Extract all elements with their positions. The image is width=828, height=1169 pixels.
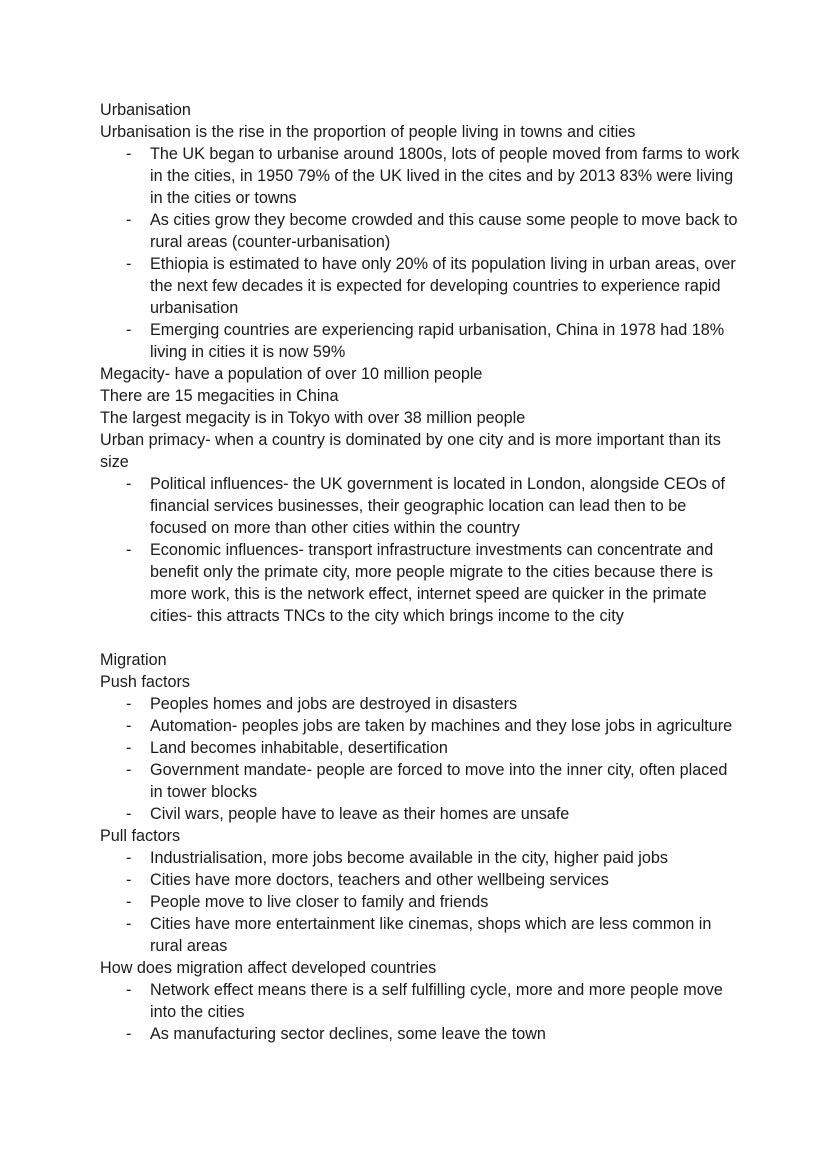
list-item — [100, 143, 740, 209]
list-item — [100, 913, 740, 957]
list-item-text: Cities have more doctors, teachers and other wellbeing services — [150, 871, 609, 889]
bullet-dash: - — [126, 761, 132, 779]
bullet-dash: - — [126, 695, 132, 713]
bullet-dash: - — [126, 849, 132, 867]
bullet-dash: - — [126, 805, 132, 823]
primacy-bullet-list — [100, 473, 740, 627]
bullet-dash: - — [126, 145, 132, 163]
bullet-dash: - — [126, 871, 132, 889]
list-item-text: As cities grow they become crowded and this cause some people to move back to rural areas (counter-urbanisation) — [150, 211, 738, 251]
list-item-text: Cities have more entertainment like cinemas, shops which are less common in rural areas — [150, 915, 712, 955]
list-item — [100, 891, 740, 913]
list-item-text: As manufacturing sector declines, some leave the town — [150, 1025, 546, 1043]
urbanisation-bullet-list — [100, 143, 740, 363]
push-factors-list — [100, 693, 740, 825]
list-item-text: People move to live closer to family and friends — [150, 893, 489, 911]
bullet-dash: - — [126, 255, 132, 273]
list-item — [100, 539, 740, 627]
list-item — [100, 847, 740, 869]
section-heading-urbanisation: Urbanisation — [100, 101, 191, 119]
bullet-dash: - — [126, 321, 132, 339]
list-item-text: Economic influences- transport infrastructure investments can concentrate and benefit only the primate city, more people migrate to the cities because there is more work, this is the network effect, internet speed are quicker in the primate cities- this attracts TNCs to the city which brings income to the city — [150, 541, 714, 625]
list-item — [100, 759, 740, 803]
list-item-text: Ethiopia is estimated to have only 20% of its population living in urban areas, over the next few decades it is expected for developing countries to experience rapid urbanisation — [150, 255, 736, 317]
megacity-largest: The largest megacity is in Tokyo with over 38 million people — [100, 409, 526, 427]
list-item-text: The UK began to urbanise around 1800s, lots of people moved from farms to work in the cities, in 1950 79% of the UK lived in the cites and by 2013 83% were living in the cities or towns — [150, 145, 740, 207]
list-item — [100, 473, 740, 539]
megacity-china: There are 15 megacities in China — [100, 387, 339, 405]
section-heading-migration: Migration — [100, 651, 167, 669]
megacity-definition: Megacity- have a population of over 10 million people — [100, 365, 483, 383]
list-item — [100, 209, 740, 253]
bullet-dash: - — [126, 211, 132, 229]
list-item — [100, 979, 740, 1023]
bullet-dash: - — [126, 1025, 132, 1043]
urban-primacy-definition: Urban primacy- when a country is dominated by one city and is more important than its size — [100, 431, 721, 471]
bullet-dash: - — [126, 717, 132, 735]
bullet-dash: - — [126, 893, 132, 911]
pull-factors-list — [100, 847, 740, 957]
document-page — [100, 99, 740, 1045]
list-item — [100, 1023, 740, 1045]
bullet-dash: - — [126, 475, 132, 493]
section-spacer — [100, 627, 740, 649]
list-item-text: Network effect means there is a self fulfilling cycle, more and more people move into the cities — [150, 981, 723, 1021]
list-item-text: Emerging countries are experiencing rapid urbanisation, China in 1978 had 18% living in cities it is now 59% — [150, 321, 725, 361]
bullet-dash: - — [126, 981, 132, 999]
pull-factors-heading: Pull factors — [100, 827, 181, 845]
list-item-text: Industrialisation, more jobs become available in the city, higher paid jobs — [150, 849, 668, 867]
developed-countries-list — [100, 979, 740, 1045]
list-item — [100, 737, 740, 759]
list-item-text: Automation- peoples jobs are taken by machines and they lose jobs in agriculture — [150, 717, 733, 735]
list-item — [100, 869, 740, 891]
list-item-text: Land becomes inhabitable, desertification — [150, 739, 448, 757]
list-item-text: Political influences- the UK government is located in London, alongside CEOs of financial services businesses, their geographic location can lead then to be focused on more than other cities within the country — [150, 475, 725, 537]
list-item — [100, 693, 740, 715]
list-item — [100, 319, 740, 363]
list-item-text: Government mandate- people are forced to move into the inner city, often placed in tower blocks — [150, 761, 728, 801]
bullet-dash: - — [126, 541, 132, 559]
bullet-dash: - — [126, 739, 132, 757]
bullet-dash: - — [126, 915, 132, 933]
list-item — [100, 715, 740, 737]
developed-countries-heading: How does migration affect developed countries — [100, 959, 437, 977]
list-item-text: Peoples homes and jobs are destroyed in disasters — [150, 695, 518, 713]
list-item — [100, 803, 740, 825]
urbanisation-definition: Urbanisation is the rise in the proportion of people living in towns and cities — [100, 123, 636, 141]
list-item-text: Civil wars, people have to leave as their homes are unsafe — [150, 805, 570, 823]
list-item — [100, 253, 740, 319]
push-factors-heading: Push factors — [100, 673, 190, 691]
